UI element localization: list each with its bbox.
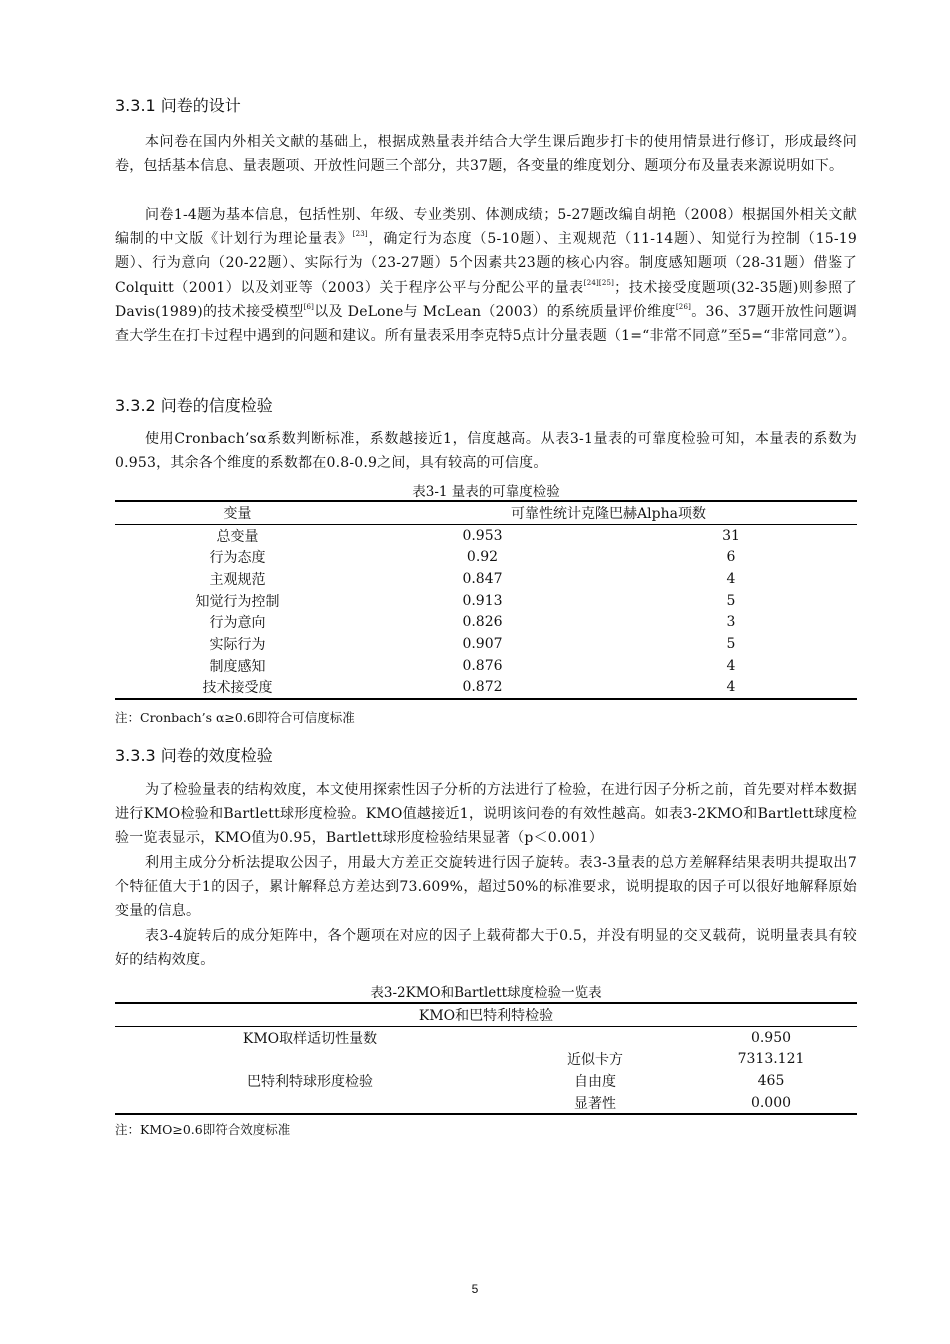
paragraph-validity-pca: 利用主成分分析法提取公因子，用最大方差正交旋转进行因子旋转。表3-3量表的总方差解释结果表明共提取出7个特征值大于1的因子，累计解释总方差达到73.609%，超过50%的标准要求，说明提取的因子可以很好地解释原始变量的信息。 <box>115 855 857 920</box>
cell-alpha: 0.92 <box>466 549 499 566</box>
paragraph-validity-matrix: 表3-4旋转后的成分矩阵中，各个题项在对应的因子上载荷都大于0.5，并没有明显的交叉载荷，说明量表具有较好的结构效度。 <box>115 928 857 969</box>
section-heading-validity: 3.3.3 问卷的效度检验 <box>115 746 273 765</box>
table-caption: 表3-2KMO和Bartlett球度检验一览表 <box>370 985 602 1001</box>
cell-bartlett-label: 巴特利特球形度检验 <box>247 1073 373 1090</box>
cell-alpha: 0.847 <box>462 570 503 587</box>
cell-stat-label: 近似卡方 <box>567 1052 623 1069</box>
citation-ref: [24][25] <box>583 278 615 287</box>
table-header-row <box>115 1003 857 1026</box>
table-note: 注：Cronbach’s α≥0.6即符合可信度标准 <box>115 710 355 725</box>
paragraph-validity-kmo: 为了检验量表的结构效度，本文使用探索性因子分析的方法进行了检验，在进行因子分析之前，首先要对样本数据进行KMO检验和Bartlett球形度检验。KMO值越接近1，说明该问卷的有效性越高。如表3-2KMO和Bartlett球度检验一览表显示，KMO值为0.95，Bartlett球形度检验结果显著（p＜0.001） <box>115 782 857 847</box>
table-header-row <box>115 501 857 524</box>
cell-alpha: 0.913 <box>462 592 503 609</box>
cell-variable: 技术接受度 <box>202 680 273 697</box>
cell-items: 6 <box>726 549 736 566</box>
table-row <box>115 546 857 568</box>
cell-alpha: 0.953 <box>462 527 503 544</box>
cell-kmo-value: 0.950 <box>750 1029 792 1046</box>
cell-variable: 总变量 <box>216 528 259 545</box>
reliability-table <box>115 500 857 700</box>
cell-alpha: 0.872 <box>462 679 503 696</box>
cell-alpha: 0.876 <box>462 657 503 674</box>
cell-alpha: 0.826 <box>462 614 503 631</box>
table-row <box>115 1048 857 1070</box>
cell-kmo-label: KMO取样适切性量数 <box>242 1030 378 1047</box>
table-caption: 表3-1 量表的可靠度检验 <box>412 484 560 500</box>
cell-items: 5 <box>726 592 736 609</box>
table-row <box>115 611 857 633</box>
cell-stat-value: 7313.121 <box>737 1051 805 1068</box>
table-row <box>115 590 857 612</box>
text-segment: ，确定行为态度（5-10题）、主观规范（11-14题）、知觉行为控制（15-19题）、行为意向（20-22题）、实际行为（23-27题）5个因素共23题的核心内容。制度感知题项（28-31题）借鉴了 Colquitt（2001）以及刘亚等（2003）关于程序公平与分配公平的量表 <box>115 231 857 296</box>
text-segment: ；技术接受度题项(32-35题)则参照了 Davis(1989)的技术接受模型 <box>115 279 857 320</box>
citation-ref: [26] <box>675 302 692 311</box>
column-header-variable: 变量 <box>115 501 360 524</box>
cell-variable: 制度感知 <box>209 658 266 675</box>
cell-items: 4 <box>726 679 736 696</box>
cell-items: 4 <box>726 570 736 587</box>
cell-stat-label: 显著性 <box>574 1095 616 1112</box>
kmo-bartlett-table <box>115 1002 857 1115</box>
column-header-stats: 可靠性统计克隆巴赫Alpha项数 <box>360 501 857 524</box>
table-header: KMO和巴特利特检验 <box>115 1003 857 1026</box>
paragraph-design-overview: 本问卷在国内外相关文献的基础上，根据成熟量表并结合大学生课后跑步打卡的使用情景进行修订，形成最终问卷，包括基本信息、量表题项、开放性问题三个部分，共37题，各变量的维度划分、题项分布及量表来源说明如下。 <box>115 134 857 175</box>
text-segment: 问卷1-4题为基本信息，包括性别、年级、专业类别、体测成绩；5-27题改编自胡艳（2008）根据国外相关文献编制的中文版《计划行为理论量表》 <box>115 207 857 248</box>
cell-stat-label: 自由度 <box>574 1073 616 1090</box>
paragraph-reliability: 使用Cronbach’sα系数判断标准，系数越接近1，信度越高。从表3-1量表的可靠度检验可知，本量表的系数为0.953，其余各个维度的系数都在0.8-0.9之间，具有较高的可信度。 <box>115 431 857 472</box>
cell-alpha: 0.907 <box>462 635 503 652</box>
section-heading-design: 3.3.1 问卷的设计 <box>115 96 241 115</box>
table-note: 注：KMO≥0.6即符合效度标准 <box>115 1122 291 1137</box>
cell-items: 4 <box>726 657 736 674</box>
table-row <box>115 1026 857 1048</box>
citation-ref: [23] <box>352 230 368 239</box>
citation-ref: [6] <box>303 302 315 311</box>
table-row <box>115 568 857 590</box>
cell-stat-value: 465 <box>757 1072 785 1089</box>
table-row <box>115 677 857 700</box>
paragraph-design-details <box>115 203 857 348</box>
cell-variable: 知觉行为控制 <box>195 593 280 610</box>
table-row <box>115 524 857 546</box>
text-segment: 。36、37题开放性问题调查大学生在打卡过程中遇到的问题和建议。所有量表采用李克特5点计分量表题（1=“非常不同意”至5=“非常同意”）。 <box>115 303 858 345</box>
section-heading-reliability: 3.3.2 问卷的信度检验 <box>115 396 273 415</box>
page-number: 5 <box>471 1282 479 1296</box>
cell-variable: 行为态度 <box>209 550 266 567</box>
cell-variable: 主观规范 <box>209 571 266 588</box>
text-segment: 以及 DeLone与 McLean（2003）的系统质量评价维度 <box>314 303 676 320</box>
cell-items: 31 <box>722 527 740 544</box>
cell-items: 3 <box>726 614 736 631</box>
cell-variable: 行为意向 <box>209 615 266 632</box>
table-row <box>115 633 857 655</box>
cell-stat-value: 0.000 <box>750 1094 792 1111</box>
table-row <box>115 655 857 677</box>
cell-items: 5 <box>726 635 736 652</box>
cell-empty <box>505 1026 685 1048</box>
cell-variable: 实际行为 <box>209 636 266 653</box>
